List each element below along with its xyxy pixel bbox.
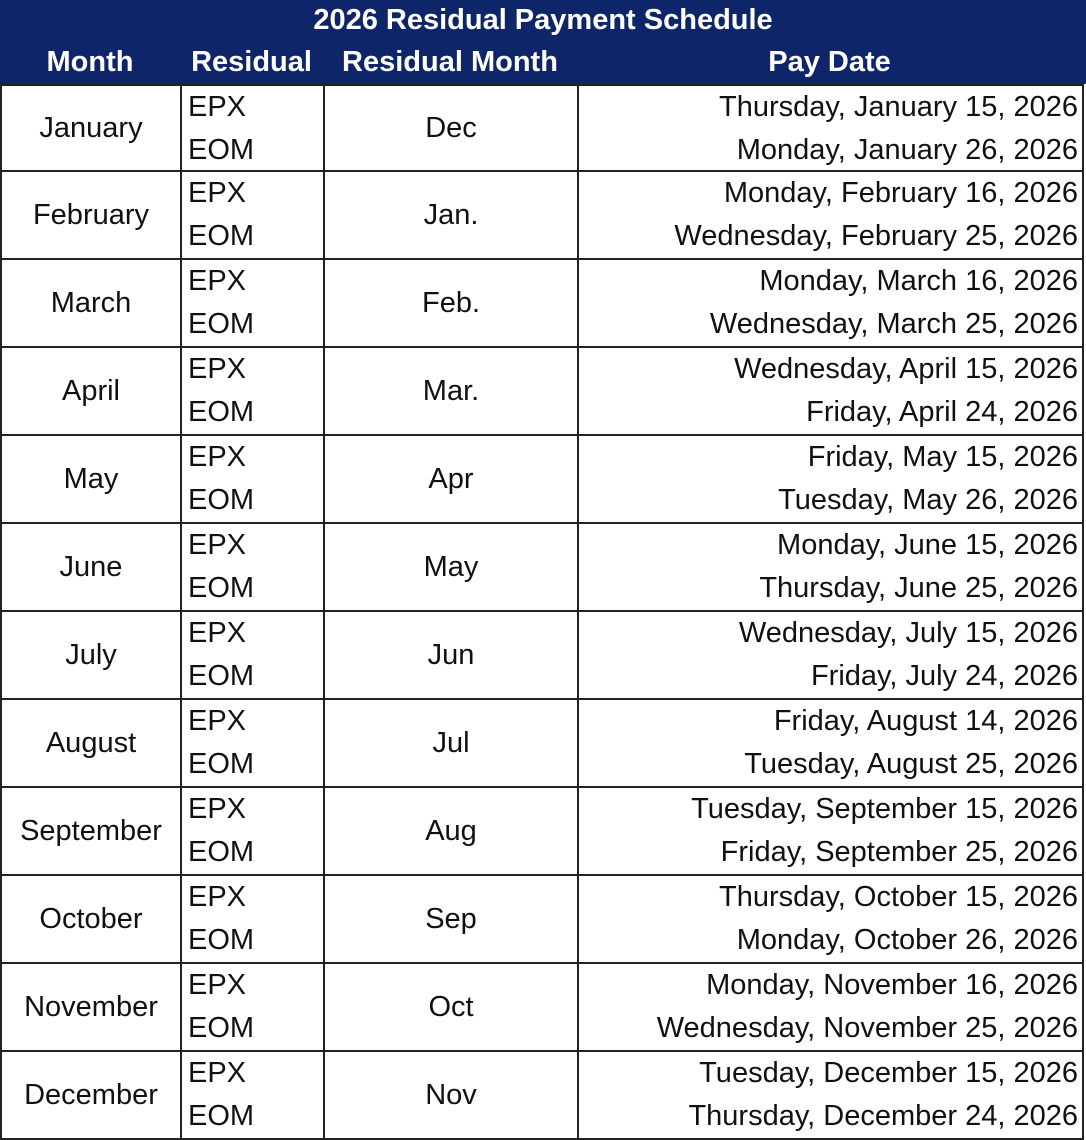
month-cell[interactable]: June bbox=[2, 524, 182, 610]
pay-date-cell[interactable] bbox=[579, 788, 1082, 874]
residual-cell[interactable] bbox=[182, 86, 325, 170]
table-row bbox=[0, 876, 1084, 964]
pay-date-cell[interactable] bbox=[579, 1052, 1082, 1138]
residual-type: EOM bbox=[188, 572, 255, 604]
column-header-residual[interactable]: Residual bbox=[191, 46, 312, 78]
column-header-month[interactable]: Month bbox=[46, 46, 134, 78]
pay-date: Thursday, January 15, 2026 bbox=[719, 91, 1078, 123]
pay-date: Friday, July 24, 2026 bbox=[810, 660, 1078, 692]
column-header-residual-month[interactable]: Residual Month bbox=[342, 46, 558, 78]
table-row bbox=[0, 260, 1084, 348]
pay-date-cell[interactable] bbox=[579, 524, 1082, 610]
month-cell[interactable]: April bbox=[2, 348, 182, 434]
residual-cell[interactable] bbox=[182, 876, 325, 962]
residual-month-cell[interactable]: Nov bbox=[325, 1052, 579, 1138]
pay-date: Monday, June 15, 2026 bbox=[777, 529, 1078, 561]
pay-date: Wednesday, November 25, 2026 bbox=[656, 1012, 1078, 1044]
pay-date-cell[interactable] bbox=[579, 436, 1082, 522]
residual-type: EPX bbox=[188, 265, 247, 297]
pay-date: Monday, March 16, 2026 bbox=[759, 265, 1078, 297]
residual-type: EOM bbox=[188, 396, 255, 428]
residual-type: EPX bbox=[188, 1057, 247, 1089]
residual-type: EOM bbox=[188, 308, 255, 340]
month-cell[interactable]: July bbox=[2, 612, 182, 698]
pay-date: Monday, January 26, 2026 bbox=[736, 134, 1078, 166]
residual-month-cell[interactable]: Jun bbox=[325, 612, 579, 698]
residual-type: EOM bbox=[188, 220, 255, 252]
residual-type: EPX bbox=[188, 793, 247, 825]
pay-date: Monday, November 16, 2026 bbox=[706, 969, 1078, 1001]
residual-type: EOM bbox=[188, 836, 255, 868]
pay-date: Thursday, June 25, 2026 bbox=[759, 572, 1078, 604]
residual-month-cell[interactable]: Feb. bbox=[325, 260, 579, 346]
table-row bbox=[0, 84, 1084, 172]
residual-type: EPX bbox=[188, 617, 247, 649]
pay-date: Thursday, October 15, 2026 bbox=[719, 881, 1078, 913]
residual-type: EOM bbox=[188, 484, 255, 516]
month-cell[interactable]: January bbox=[2, 86, 182, 170]
residual-month-cell[interactable]: Jan. bbox=[325, 172, 579, 258]
residual-type: EPX bbox=[188, 529, 247, 561]
pay-date-cell[interactable] bbox=[579, 172, 1082, 258]
residual-cell[interactable] bbox=[182, 436, 325, 522]
table-row bbox=[0, 348, 1084, 436]
residual-month-cell[interactable]: Oct bbox=[325, 964, 579, 1050]
residual-month-cell[interactable]: May bbox=[325, 524, 579, 610]
pay-date: Wednesday, February 25, 2026 bbox=[674, 220, 1078, 252]
residual-type: EOM bbox=[188, 1100, 255, 1132]
month-cell[interactable]: December bbox=[2, 1052, 182, 1138]
pay-date-cell[interactable] bbox=[579, 700, 1082, 786]
residual-cell[interactable] bbox=[182, 524, 325, 610]
pay-date-cell[interactable] bbox=[579, 260, 1082, 346]
residual-cell[interactable] bbox=[182, 260, 325, 346]
pay-date: Monday, February 16, 2026 bbox=[723, 177, 1078, 209]
residual-type: EOM bbox=[188, 748, 255, 780]
table-row bbox=[0, 436, 1084, 524]
residual-type: EOM bbox=[188, 1012, 255, 1044]
table-row bbox=[0, 700, 1084, 788]
pay-date: Wednesday, July 15, 2026 bbox=[738, 617, 1078, 649]
residual-type: EPX bbox=[188, 441, 247, 473]
residual-month-cell[interactable]: Jul bbox=[325, 700, 579, 786]
month-cell[interactable]: October bbox=[2, 876, 182, 962]
month-cell[interactable]: March bbox=[2, 260, 182, 346]
table-title: 2026 Residual Payment Schedule bbox=[313, 4, 773, 36]
pay-date: Friday, August 14, 2026 bbox=[773, 705, 1078, 737]
month-cell[interactable]: February bbox=[2, 172, 182, 258]
table-row bbox=[0, 172, 1084, 260]
residual-type: EPX bbox=[188, 969, 247, 1001]
pay-date-cell[interactable] bbox=[579, 964, 1082, 1050]
pay-date: Tuesday, September 15, 2026 bbox=[691, 793, 1078, 825]
pay-date-cell[interactable] bbox=[579, 612, 1082, 698]
residual-type: EPX bbox=[188, 705, 247, 737]
pay-date: Monday, October 26, 2026 bbox=[736, 924, 1078, 956]
residual-type: EPX bbox=[188, 91, 247, 123]
table-row bbox=[0, 524, 1084, 612]
table-row bbox=[0, 964, 1084, 1052]
table-header bbox=[0, 0, 1086, 84]
month-cell[interactable]: May bbox=[2, 436, 182, 522]
table-row bbox=[0, 1052, 1084, 1140]
residual-month-cell[interactable]: Dec bbox=[325, 86, 579, 170]
pay-date: Friday, September 25, 2026 bbox=[720, 836, 1078, 868]
month-cell[interactable]: August bbox=[2, 700, 182, 786]
residual-type: EPX bbox=[188, 881, 247, 913]
residual-cell[interactable] bbox=[182, 964, 325, 1050]
column-header-pay-date[interactable]: Pay Date bbox=[768, 46, 891, 78]
residual-type: EOM bbox=[188, 660, 255, 692]
table-row bbox=[0, 612, 1084, 700]
residual-type: EOM bbox=[188, 134, 255, 166]
pay-date: Wednesday, March 25, 2026 bbox=[709, 308, 1078, 340]
residual-cell[interactable] bbox=[182, 788, 325, 874]
residual-cell[interactable] bbox=[182, 348, 325, 434]
pay-date-cell[interactable] bbox=[579, 876, 1082, 962]
pay-date: Friday, April 24, 2026 bbox=[806, 396, 1078, 428]
pay-date: Wednesday, April 15, 2026 bbox=[734, 353, 1078, 385]
month-cell[interactable]: November bbox=[2, 964, 182, 1050]
pay-date-cell[interactable] bbox=[579, 86, 1082, 170]
table-body bbox=[0, 84, 1086, 1140]
residual-month-cell[interactable]: Aug bbox=[325, 788, 579, 874]
pay-date: Friday, May 15, 2026 bbox=[807, 441, 1078, 473]
pay-date: Thursday, December 24, 2026 bbox=[688, 1100, 1078, 1132]
month-cell[interactable]: September bbox=[2, 788, 182, 874]
residual-type: EPX bbox=[188, 177, 247, 209]
pay-date: Tuesday, December 15, 2026 bbox=[699, 1057, 1078, 1089]
residual-cell[interactable] bbox=[182, 700, 325, 786]
residual-type: EPX bbox=[188, 353, 247, 385]
residual-cell[interactable] bbox=[182, 612, 325, 698]
residual-month-cell[interactable]: Sep bbox=[325, 876, 579, 962]
residual-cell[interactable] bbox=[182, 172, 325, 258]
pay-date: Tuesday, August 25, 2026 bbox=[744, 748, 1078, 780]
residual-month-cell[interactable]: Apr bbox=[325, 436, 579, 522]
residual-cell[interactable] bbox=[182, 1052, 325, 1138]
table-row bbox=[0, 788, 1084, 876]
residual-type: EOM bbox=[188, 924, 255, 956]
pay-date-cell[interactable] bbox=[579, 348, 1082, 434]
pay-date: Tuesday, May 26, 2026 bbox=[778, 484, 1078, 516]
residual-month-cell[interactable]: Mar. bbox=[325, 348, 579, 434]
